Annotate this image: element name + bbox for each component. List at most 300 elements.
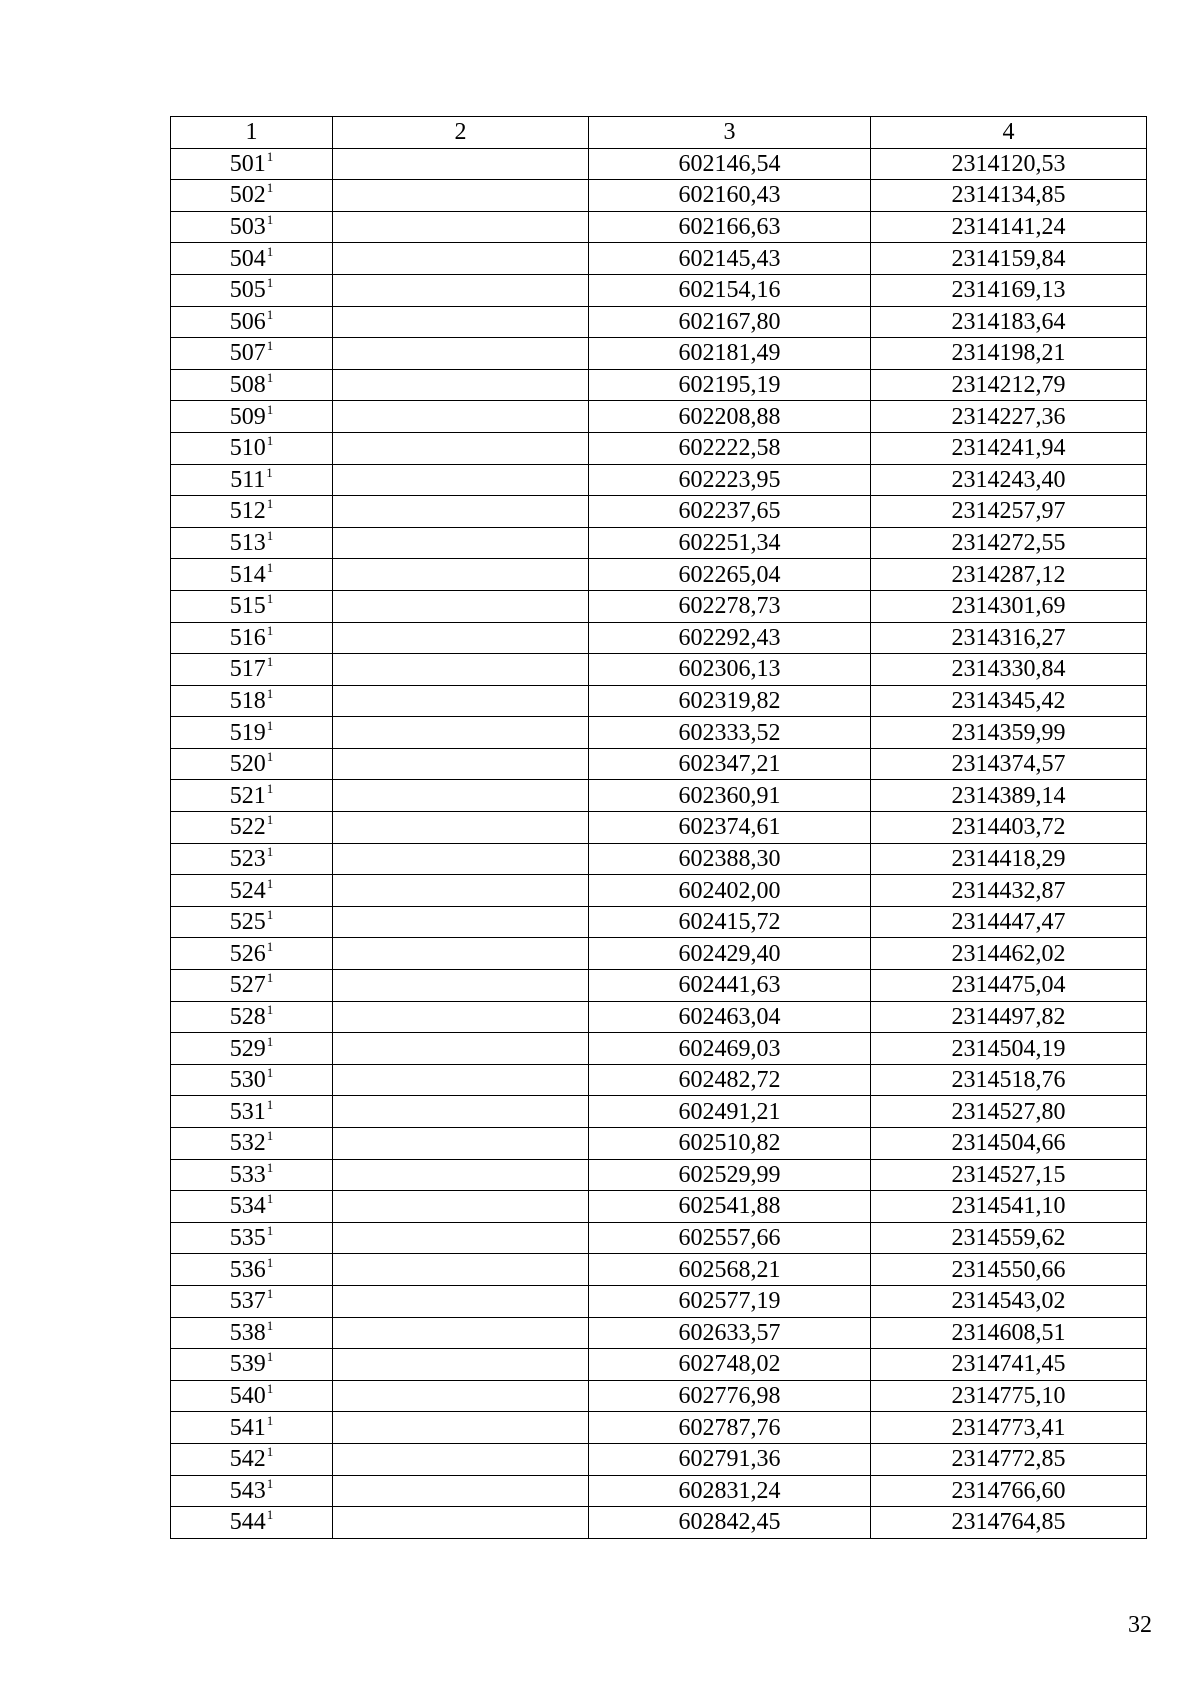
point-number-cell [171, 1380, 333, 1412]
x-coordinate-cell: 602251,34 [589, 527, 871, 559]
point-number-superscript: 1 [266, 338, 274, 354]
point-number: 507 [229, 340, 266, 367]
empty-cell [333, 1507, 589, 1539]
empty-cell [333, 1096, 589, 1128]
y-coordinate-cell: 2314183,64 [871, 306, 1147, 338]
column-header-4: 4 [871, 117, 1147, 149]
y-coordinate-cell: 2314608,51 [871, 1317, 1147, 1349]
x-coordinate-cell: 602167,80 [589, 306, 871, 338]
table-row [171, 938, 1147, 970]
y-coordinate-cell: 2314169,13 [871, 274, 1147, 306]
x-coordinate-cell: 602292,43 [589, 622, 871, 654]
column-header-3: 3 [589, 117, 871, 149]
point-number-cell [171, 401, 333, 433]
table-row [171, 1159, 1147, 1191]
x-coordinate-cell: 602154,16 [589, 274, 871, 306]
table-row [171, 306, 1147, 338]
point-number-cell [171, 906, 333, 938]
point-number-cell [171, 812, 333, 844]
table-row [171, 243, 1147, 275]
point-number-superscript: 1 [266, 1444, 274, 1460]
y-coordinate-cell: 2314432,87 [871, 875, 1147, 907]
point-number-cell [171, 274, 333, 306]
point-number-cell [171, 1254, 333, 1286]
y-coordinate-cell: 2314462,02 [871, 938, 1147, 970]
point-number-superscript: 1 [266, 780, 274, 796]
y-coordinate-cell: 2314359,99 [871, 717, 1147, 749]
point-number-superscript: 1 [266, 654, 274, 670]
table-row [171, 590, 1147, 622]
point-number-superscript: 1 [266, 275, 274, 291]
empty-cell [333, 1380, 589, 1412]
column-header-2: 2 [333, 117, 589, 149]
empty-cell [333, 590, 589, 622]
point-number-cell [171, 180, 333, 212]
y-coordinate-cell: 2314527,15 [871, 1159, 1147, 1191]
table-body [171, 148, 1147, 1538]
y-coordinate-cell: 2314403,72 [871, 812, 1147, 844]
point-number-superscript: 1 [266, 1254, 274, 1270]
point-number-superscript: 1 [266, 1096, 274, 1112]
x-coordinate-cell: 602374,61 [589, 812, 871, 844]
point-number: 509 [229, 403, 266, 430]
point-number-cell [171, 1507, 333, 1539]
point-number: 539 [229, 1351, 266, 1378]
x-coordinate-cell: 602842,45 [589, 1507, 871, 1539]
empty-cell [333, 938, 589, 970]
point-number-superscript: 1 [266, 1317, 274, 1333]
point-number-superscript: 1 [266, 1033, 274, 1049]
table-row [171, 1191, 1147, 1223]
x-coordinate-cell: 602388,30 [589, 843, 871, 875]
empty-cell [333, 180, 589, 212]
point-number-superscript: 1 [266, 1349, 274, 1365]
empty-cell [333, 1159, 589, 1191]
coordinates-table [170, 116, 1147, 1539]
table-row [171, 1254, 1147, 1286]
point-number-cell [171, 1001, 333, 1033]
table-row [171, 1507, 1147, 1539]
point-number-cell [171, 306, 333, 338]
point-number: 542 [229, 1446, 266, 1473]
y-coordinate-cell: 2314764,85 [871, 1507, 1147, 1539]
table-row [171, 875, 1147, 907]
table-row [171, 1443, 1147, 1475]
point-number-cell [171, 780, 333, 812]
empty-cell [333, 527, 589, 559]
table-row [171, 1412, 1147, 1444]
point-number-superscript: 1 [266, 1475, 274, 1491]
x-coordinate-cell: 602402,00 [589, 875, 871, 907]
y-coordinate-cell: 2314773,41 [871, 1412, 1147, 1444]
point-number: 512 [229, 498, 266, 525]
empty-cell [333, 717, 589, 749]
empty-cell [333, 1033, 589, 1065]
empty-cell [333, 1001, 589, 1033]
empty-cell [333, 496, 589, 528]
point-number: 532 [229, 1130, 266, 1157]
x-coordinate-cell: 602306,13 [589, 654, 871, 686]
point-number-superscript: 1 [266, 1159, 274, 1175]
point-number: 525 [229, 909, 266, 936]
x-coordinate-cell: 602510,82 [589, 1128, 871, 1160]
point-number-superscript: 1 [266, 591, 274, 607]
point-number-cell [171, 1349, 333, 1381]
table-row [171, 1349, 1147, 1381]
y-coordinate-cell: 2314141,24 [871, 211, 1147, 243]
y-coordinate-cell: 2314772,85 [871, 1443, 1147, 1475]
y-coordinate-cell: 2314212,79 [871, 369, 1147, 401]
point-number-cell [171, 1285, 333, 1317]
point-number-superscript: 1 [266, 212, 274, 228]
table-row [171, 180, 1147, 212]
table-row [171, 970, 1147, 1002]
x-coordinate-cell: 602319,82 [589, 685, 871, 717]
table-row [171, 717, 1147, 749]
y-coordinate-cell: 2314374,57 [871, 748, 1147, 780]
point-number-cell [171, 843, 333, 875]
y-coordinate-cell: 2314257,97 [871, 496, 1147, 528]
table-row [171, 1380, 1147, 1412]
empty-cell [333, 338, 589, 370]
point-number-superscript: 1 [266, 1412, 274, 1428]
point-number: 513 [229, 530, 266, 557]
x-coordinate-cell: 602529,99 [589, 1159, 871, 1191]
table-row [171, 780, 1147, 812]
point-number: 540 [229, 1383, 266, 1410]
point-number: 530 [229, 1067, 266, 1094]
point-number: 528 [229, 1003, 266, 1030]
point-number-cell [171, 464, 333, 496]
point-number: 529 [229, 1035, 266, 1062]
x-coordinate-cell: 602577,19 [589, 1285, 871, 1317]
table-row [171, 1001, 1147, 1033]
empty-cell [333, 875, 589, 907]
y-coordinate-cell: 2314287,12 [871, 559, 1147, 591]
x-coordinate-cell: 602160,43 [589, 180, 871, 212]
empty-cell [333, 812, 589, 844]
point-number-superscript: 1 [266, 812, 274, 828]
x-coordinate-cell: 602222,58 [589, 432, 871, 464]
x-coordinate-cell: 602791,36 [589, 1443, 871, 1475]
point-number-cell [171, 369, 333, 401]
y-coordinate-cell: 2314543,02 [871, 1285, 1147, 1317]
empty-cell [333, 622, 589, 654]
y-coordinate-cell: 2314330,84 [871, 654, 1147, 686]
point-number-cell [171, 1222, 333, 1254]
empty-cell [333, 306, 589, 338]
empty-cell [333, 906, 589, 938]
x-coordinate-cell: 602441,63 [589, 970, 871, 1002]
point-number-superscript: 1 [266, 1223, 274, 1239]
point-number-cell [171, 1475, 333, 1507]
point-number-superscript: 1 [266, 1191, 274, 1207]
point-number-superscript: 1 [266, 243, 274, 259]
point-number-cell [171, 1191, 333, 1223]
empty-cell [333, 843, 589, 875]
table-row [171, 1064, 1147, 1096]
point-number-superscript: 1 [266, 1381, 274, 1397]
point-number: 522 [229, 814, 266, 841]
point-number-superscript: 1 [266, 528, 274, 544]
empty-cell [333, 464, 589, 496]
y-coordinate-cell: 2314518,76 [871, 1064, 1147, 1096]
y-coordinate-cell: 2314504,19 [871, 1033, 1147, 1065]
y-coordinate-cell: 2314316,27 [871, 622, 1147, 654]
table-row [171, 1033, 1147, 1065]
y-coordinate-cell: 2314272,55 [871, 527, 1147, 559]
x-coordinate-cell: 602360,91 [589, 780, 871, 812]
x-coordinate-cell: 602541,88 [589, 1191, 871, 1223]
point-number-cell [171, 1096, 333, 1128]
table-row [171, 274, 1147, 306]
y-coordinate-cell: 2314559,62 [871, 1222, 1147, 1254]
empty-cell [333, 1443, 589, 1475]
point-number-superscript: 1 [266, 622, 274, 638]
point-number-cell [171, 1412, 333, 1444]
point-number: 538 [229, 1319, 266, 1346]
empty-cell [333, 148, 589, 180]
point-number-cell [171, 527, 333, 559]
point-number-superscript: 1 [266, 875, 274, 891]
point-number: 536 [229, 1256, 266, 1283]
point-number: 501 [229, 150, 266, 177]
empty-cell [333, 1128, 589, 1160]
x-coordinate-cell: 602491,21 [589, 1096, 871, 1128]
x-coordinate-cell: 602831,24 [589, 1475, 871, 1507]
point-number-superscript: 1 [266, 749, 274, 765]
point-number: 519 [229, 719, 266, 746]
point-number-superscript: 1 [266, 1128, 274, 1144]
point-number-cell [171, 1159, 333, 1191]
point-number-cell [171, 243, 333, 275]
table-row [171, 1128, 1147, 1160]
x-coordinate-cell: 602776,98 [589, 1380, 871, 1412]
empty-cell [333, 401, 589, 433]
point-number-cell [171, 685, 333, 717]
point-number-cell [171, 622, 333, 654]
x-coordinate-cell: 602208,88 [589, 401, 871, 433]
point-number-superscript: 1 [266, 433, 274, 449]
y-coordinate-cell: 2314418,29 [871, 843, 1147, 875]
x-coordinate-cell: 602195,19 [589, 369, 871, 401]
point-number: 516 [229, 624, 266, 651]
x-coordinate-cell: 602633,57 [589, 1317, 871, 1349]
empty-cell [333, 1349, 589, 1381]
point-number: 517 [229, 656, 266, 683]
y-coordinate-cell: 2314301,69 [871, 590, 1147, 622]
point-number-superscript: 1 [266, 370, 274, 386]
point-number-superscript: 1 [266, 306, 274, 322]
table-row [171, 843, 1147, 875]
point-number-superscript: 1 [266, 907, 274, 923]
y-coordinate-cell: 2314243,40 [871, 464, 1147, 496]
point-number-cell [171, 1128, 333, 1160]
table-row [171, 812, 1147, 844]
empty-cell [333, 685, 589, 717]
point-number: 506 [229, 308, 266, 335]
point-number-cell [171, 559, 333, 591]
point-number: 531 [229, 1098, 266, 1125]
x-coordinate-cell: 602333,52 [589, 717, 871, 749]
point-number: 502 [229, 182, 266, 209]
table-row [171, 1475, 1147, 1507]
y-coordinate-cell: 2314527,80 [871, 1096, 1147, 1128]
point-number-superscript: 1 [266, 970, 274, 986]
x-coordinate-cell: 602469,03 [589, 1033, 871, 1065]
point-number-cell [171, 432, 333, 464]
table-row [171, 685, 1147, 717]
point-number-superscript: 1 [266, 401, 274, 417]
point-number-superscript: 1 [266, 717, 274, 733]
point-number-cell [171, 211, 333, 243]
point-number-cell [171, 717, 333, 749]
y-coordinate-cell: 2314447,47 [871, 906, 1147, 938]
empty-cell [333, 1064, 589, 1096]
empty-cell [333, 1317, 589, 1349]
y-coordinate-cell: 2314389,14 [871, 780, 1147, 812]
table-row [171, 369, 1147, 401]
point-number-cell [171, 875, 333, 907]
empty-cell [333, 1285, 589, 1317]
y-coordinate-cell: 2314766,60 [871, 1475, 1147, 1507]
point-number: 520 [229, 751, 266, 778]
empty-cell [333, 1412, 589, 1444]
y-coordinate-cell: 2314550,66 [871, 1254, 1147, 1286]
x-coordinate-cell: 602145,43 [589, 243, 871, 275]
point-number: 541 [229, 1414, 266, 1441]
y-coordinate-cell: 2314227,36 [871, 401, 1147, 433]
point-number-cell [171, 1064, 333, 1096]
table-row [171, 464, 1147, 496]
point-number: 505 [229, 277, 266, 304]
point-number: 527 [229, 972, 266, 999]
table-row [171, 496, 1147, 528]
point-number: 543 [229, 1477, 266, 1504]
y-coordinate-cell: 2314198,21 [871, 338, 1147, 370]
point-number: 508 [229, 372, 266, 399]
point-number-cell [171, 938, 333, 970]
point-number: 521 [229, 782, 266, 809]
point-number: 533 [229, 1161, 266, 1188]
x-coordinate-cell: 602463,04 [589, 1001, 871, 1033]
y-coordinate-cell: 2314504,66 [871, 1128, 1147, 1160]
point-number-superscript: 1 [266, 148, 274, 164]
column-header-1: 1 [171, 117, 333, 149]
x-coordinate-cell: 602748,02 [589, 1349, 871, 1381]
point-number-superscript: 1 [266, 843, 274, 859]
x-coordinate-cell: 602223,95 [589, 464, 871, 496]
point-number: 511 [230, 466, 266, 493]
point-number-cell [171, 1443, 333, 1475]
table-row [171, 1285, 1147, 1317]
table-row [171, 622, 1147, 654]
x-coordinate-cell: 602278,73 [589, 590, 871, 622]
point-number-superscript: 1 [266, 1001, 274, 1017]
x-coordinate-cell: 602347,21 [589, 748, 871, 780]
page-number: 32 [1128, 1612, 1152, 1638]
point-number-superscript: 1 [266, 685, 274, 701]
point-number: 523 [229, 845, 266, 872]
point-number-cell [171, 148, 333, 180]
table-row [171, 211, 1147, 243]
point-number: 515 [229, 593, 266, 620]
empty-cell [333, 559, 589, 591]
y-coordinate-cell: 2314120,53 [871, 148, 1147, 180]
point-number-cell [171, 970, 333, 1002]
point-number: 514 [229, 561, 266, 588]
point-number: 534 [229, 1193, 266, 1220]
y-coordinate-cell: 2314159,84 [871, 243, 1147, 275]
empty-cell [333, 243, 589, 275]
point-number-superscript: 1 [266, 1286, 274, 1302]
table-header-row [171, 117, 1147, 149]
x-coordinate-cell: 602415,72 [589, 906, 871, 938]
x-coordinate-cell: 602568,21 [589, 1254, 871, 1286]
point-number: 504 [229, 245, 266, 272]
point-number-superscript: 1 [266, 1065, 274, 1081]
y-coordinate-cell: 2314497,82 [871, 1001, 1147, 1033]
point-number: 544 [229, 1509, 266, 1536]
empty-cell [333, 780, 589, 812]
empty-cell [333, 1191, 589, 1223]
point-number-cell [171, 1033, 333, 1065]
point-number: 526 [229, 940, 266, 967]
y-coordinate-cell: 2314475,04 [871, 970, 1147, 1002]
point-number-superscript: 1 [266, 496, 274, 512]
x-coordinate-cell: 602146,54 [589, 148, 871, 180]
table-row [171, 1096, 1147, 1128]
table-row [171, 559, 1147, 591]
x-coordinate-cell: 602265,04 [589, 559, 871, 591]
point-number: 537 [229, 1288, 266, 1315]
point-number: 524 [229, 877, 266, 904]
x-coordinate-cell: 602557,66 [589, 1222, 871, 1254]
empty-cell [333, 1475, 589, 1507]
empty-cell [333, 274, 589, 306]
point-number: 503 [229, 214, 266, 241]
point-number-cell [171, 496, 333, 528]
empty-cell [333, 654, 589, 686]
empty-cell [333, 211, 589, 243]
empty-cell [333, 369, 589, 401]
x-coordinate-cell: 602166,63 [589, 211, 871, 243]
y-coordinate-cell: 2314741,45 [871, 1349, 1147, 1381]
point-number-cell [171, 748, 333, 780]
table-row [171, 654, 1147, 686]
empty-cell [333, 1222, 589, 1254]
y-coordinate-cell: 2314345,42 [871, 685, 1147, 717]
point-number: 518 [229, 687, 266, 714]
point-number-superscript: 1 [266, 559, 274, 575]
point-number: 510 [229, 435, 266, 462]
x-coordinate-cell: 602787,76 [589, 1412, 871, 1444]
point-number-superscript: 1 [266, 464, 273, 480]
table-row [171, 148, 1147, 180]
empty-cell [333, 432, 589, 464]
point-number-superscript: 1 [266, 180, 274, 196]
empty-cell [333, 748, 589, 780]
y-coordinate-cell: 2314134,85 [871, 180, 1147, 212]
table-row [171, 1222, 1147, 1254]
point-number-superscript: 1 [266, 1507, 274, 1523]
empty-cell [333, 970, 589, 1002]
empty-cell [333, 1254, 589, 1286]
y-coordinate-cell: 2314241,94 [871, 432, 1147, 464]
point-number-cell [171, 1317, 333, 1349]
x-coordinate-cell: 602237,65 [589, 496, 871, 528]
table-row [171, 748, 1147, 780]
